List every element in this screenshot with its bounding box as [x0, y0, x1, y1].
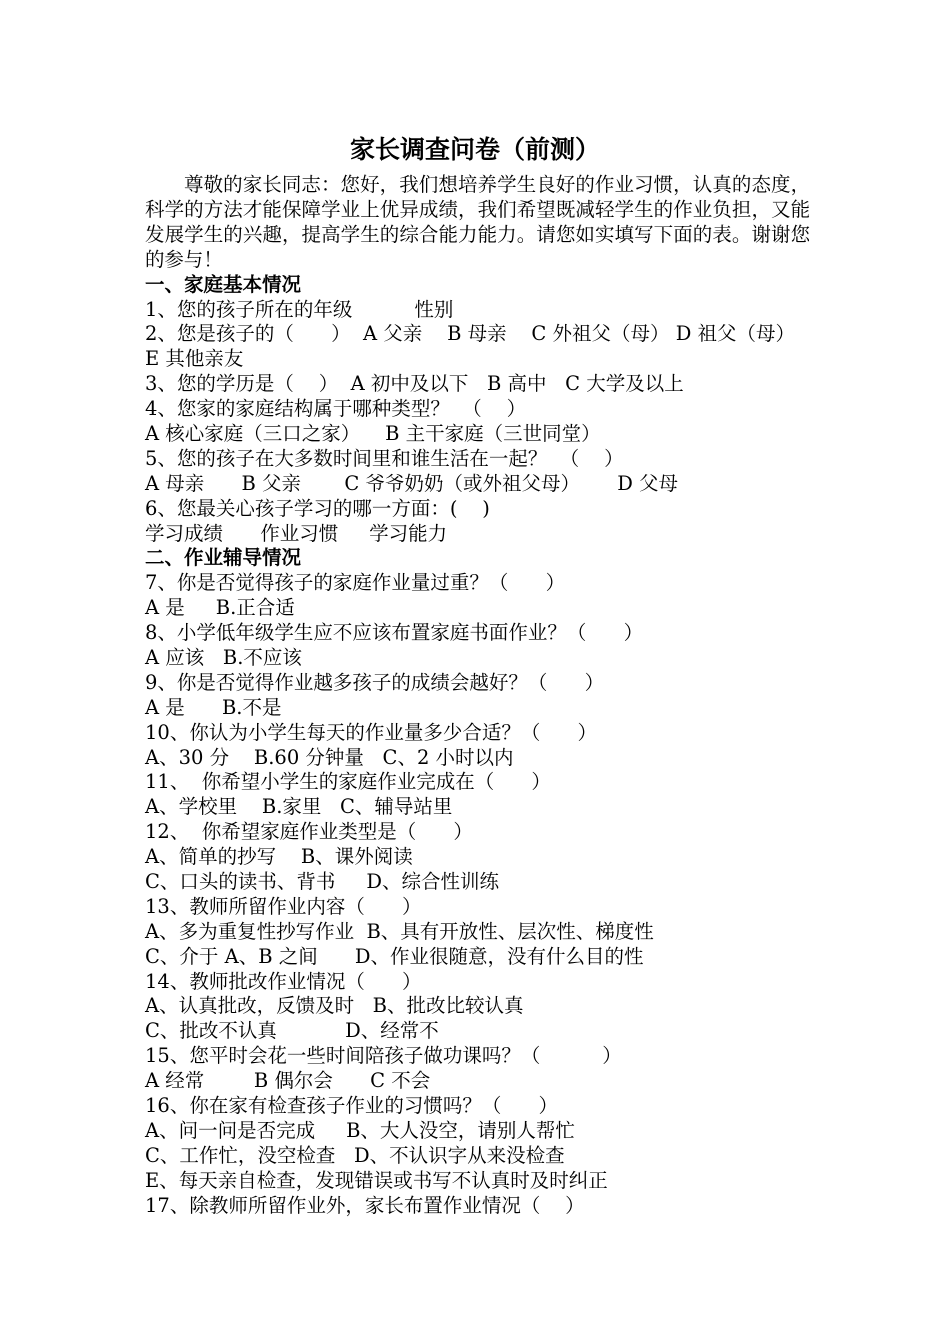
options-line: A 经常 B 偶尔会 C 不会: [145, 1069, 431, 1093]
options-line: C、介于 A、B 之间 D、作业很随意，没有什么目的性: [145, 944, 644, 968]
options-line: C、口头的读书、背书 D、综合性训练: [145, 870, 500, 893]
question-line: 9、你是否觉得作业越多孩子的成绩会越好？（ ）: [145, 670, 605, 694]
section-heading-family-info: 一、家庭基本情况: [145, 272, 302, 296]
question-line: 6、您最关心孩子学习的哪一方面：( ): [145, 496, 490, 520]
options-line: A 母亲 B 父亲 C 爷爷奶奶（或外祖父母） D 父母: [145, 471, 679, 495]
question-line: 10、你认为小学生每天的作业量多少合适？（ ）: [145, 720, 598, 744]
options-line: A、问一问是否完成 B、大人没空，请别人帮忙: [145, 1118, 575, 1142]
intro-paragraph: 尊敬的家长同志：您好，我们想培养学生良好的作业习惯，认真的态度，科学的方法才能保障学业上优异成绩，我们希望既减轻学生的作业负担，又能发展学生的兴趣，提高学生的综合能力能力。请您如实填写下面的表。谢谢您的参与！: [145, 173, 810, 271]
options-line: A、简单的抄写 B、课外阅读: [145, 845, 413, 869]
question-line: 11、 你希望小学生的家庭作业完成在（ ）: [145, 770, 551, 794]
question-line: 8、小学低年级学生应不应该布置家庭书面作业？（ ）: [145, 621, 644, 645]
options-line: 学习成绩 作业习惯 学习能力: [145, 521, 448, 545]
question-line: 5、您的孩子在大多数时间里和谁生活在一起？ （ ）: [145, 446, 624, 470]
question-line: 16、你在家有检查孩子作业的习惯吗？（ ）: [145, 1094, 559, 1118]
question-line: 7、你是否觉得孩子的家庭作业量过重？（ ）: [145, 571, 566, 595]
options-line: E 其他亲友: [145, 347, 244, 371]
section-heading-homework: 二、作业辅导情况: [145, 546, 302, 570]
question-line: 1、您的孩子所在的年级 性别: [145, 297, 454, 321]
question-line: 2、您是孩子的（ ） A 父亲 B 母亲 C 外祖父（母） D 祖父（母）: [145, 322, 796, 346]
question-line: 17、除教师所留作业外，家长布置作业情况（ ）: [145, 1193, 585, 1217]
document-body: [145, 173, 810, 1218]
options-line: A、多为重复性抄写作业 B、具有开放性、层次性、梯度性: [145, 919, 654, 943]
question-line: 15、您平时会花一些时间陪孩子做功课吗？（ ）: [145, 1044, 622, 1068]
options-line: A、学校里 B.家里 C、辅导站里: [145, 795, 453, 819]
question-line: 12、 你希望家庭作业类型是（ ）: [145, 820, 473, 844]
options-line: A 核心家庭（三口之家） B 主干家庭（三世同堂）: [145, 421, 601, 445]
options-line: A 是 B.不是: [145, 695, 282, 719]
options-line: C、批改不认真 D、经常不: [145, 1019, 439, 1043]
options-line: C、工作忙，没空检查 D、不认识字从来没检查: [145, 1143, 565, 1167]
question-line: 13、教师所留作业内容（ ）: [145, 894, 422, 918]
options-line: A、30 分 B.60 分钟量 C、2 小时以内: [145, 745, 514, 769]
question-line: 3、您的学历是（ ） A 初中及以下 B 高中 C 大学及以上: [145, 372, 684, 396]
options-line: A、认真批改，反馈及时 B、批改比较认真: [145, 994, 524, 1018]
question-line: 4、您家的家庭结构属于哪种类型？ （ ）: [145, 397, 527, 421]
question-line: 14、教师批改作业情况（ ）: [145, 969, 422, 993]
options-line: A 是 B.正合适: [145, 596, 295, 620]
options-line: E、每天亲自检查，发现错误或书写不认真时及时纠正: [145, 1168, 608, 1192]
options-line: A 应该 B.不应该: [145, 645, 302, 669]
document-title: 家长调查问卷（前测）: [349, 135, 600, 164]
